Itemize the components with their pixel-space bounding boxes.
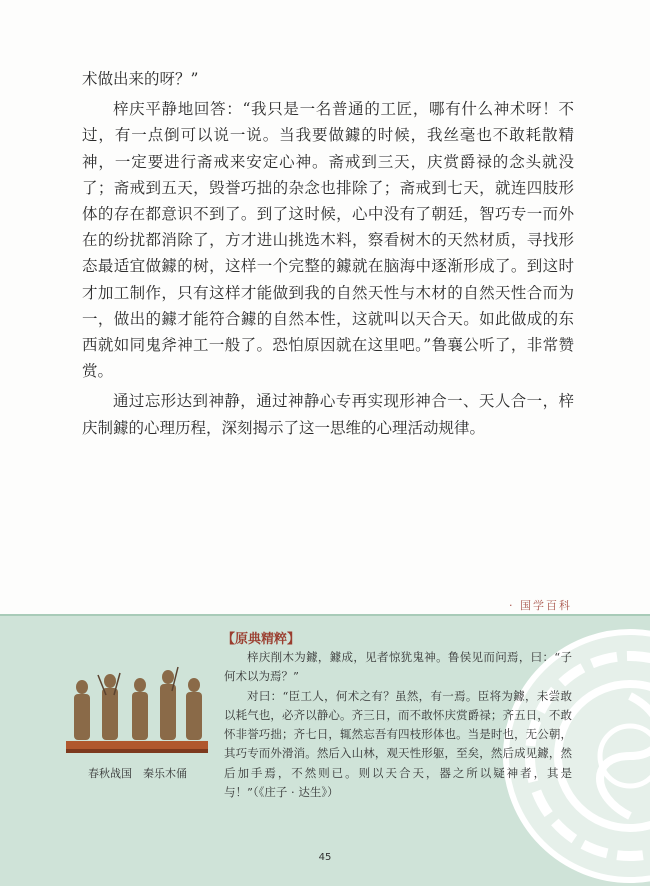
section-tag: · 国学百科 [509,599,572,612]
paragraph-zi-qing-answer: 梓庆平静地回答：“我只是一名普通的工匠，哪有什么神术呀！不过，有一点倒可以说一说。当我要做鐻的时候，我丝毫也不敢耗散精神，一定要进行斋戒来安定心神。斋戒到三天，庆赏爵禄的念头就没了；斋戒到五天，毁誉巧拙的杂念也排除了；斋戒到七天，就连四肢形体的存在都意识不到了。到了这时候，心中没有了朝廷，智巧专一而外在的纷扰都消除了，方才进山挑选木料，察看树木的天然材质，寻找形态最适宜做鐻的树，这样一个完整的鐻就在脑海中逐渐形成了。到这时才加工制作，只有这样才能做到我的自然天性与木材的自然天性合而为一，做出的鐻才能符合鐻的自然本性，这就叫以天合天。如此做成的东西就如同鬼斧神工一般了。恐怕原因就在这里吧。”鲁襄公听了，非常赞赏。 [82,100,574,381]
body-text [82,66,574,441]
classic-paragraph: 对曰：“臣工人，何术之有？虽然，有一焉。臣将为鐻，未尝敢以耗气也，必齐以静心。齐三日，而不敢怀庆赏爵禄；齐五日，不敢怀非誉巧拙；齐七日，辄然忘吾有四枝形体也。当是时也，无公朝，其巧专而外滑消。然后入山林，观天性形躯，至矣，然后成见鐻，然后加手焉，不然则已。则以天合天，器之所以疑神者，其是与！”（《庄子 · 达生》） [224,688,572,800]
page-number: 45 [318,852,332,863]
classic-title: 【原典精粹】 [222,632,301,647]
paragraph-continuation: 术做出来的呀？” [82,70,199,88]
classic-paragraph: 梓庆削木为鐻，鐻成，见者惊犹鬼神。鲁侯见而问焉，曰：“子何术以为焉？” [224,650,572,684]
figure-caption: 春秋战国 秦乐木俑 [88,767,187,780]
paragraph-summary: 通过忘形达到神静，通过神静心专再实现形神合一、天人合一，梓庆制鐻的心理历程，深刻揭示了这一思维的心理活动规律。 [82,392,574,437]
classic-text [224,648,572,802]
wooden-figurines-image [62,655,212,760]
